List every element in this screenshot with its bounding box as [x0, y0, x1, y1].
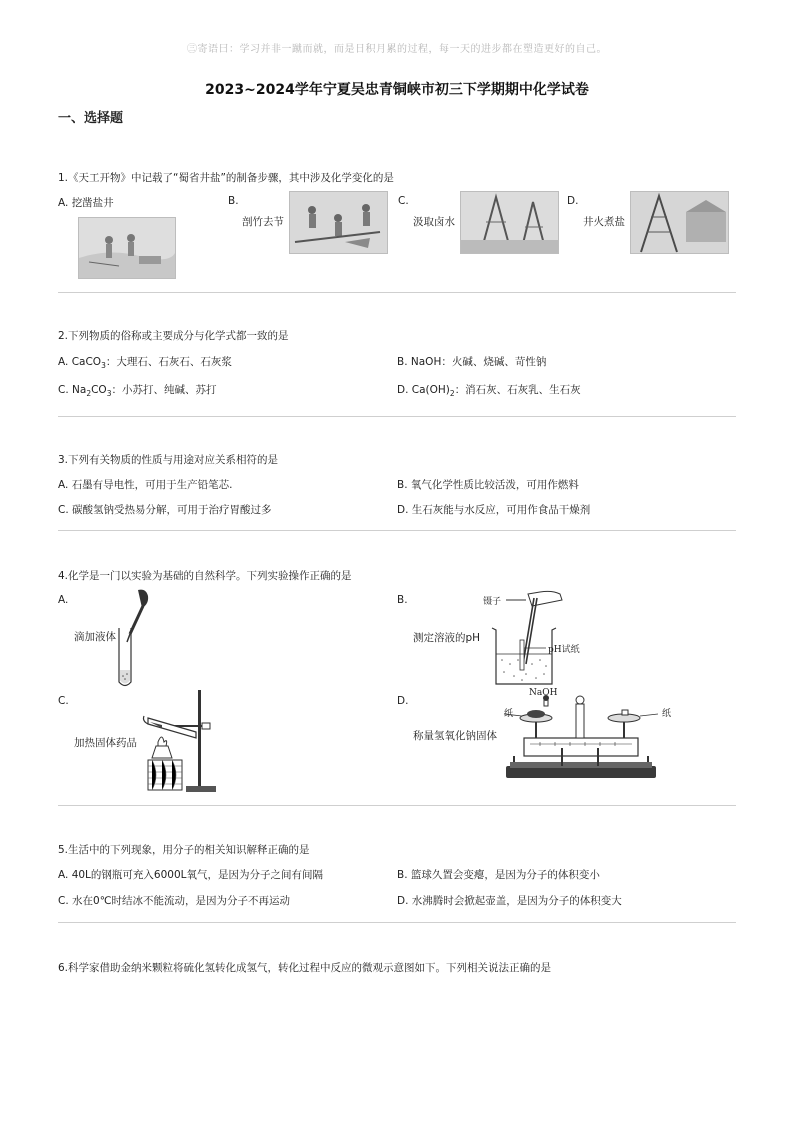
- naoh-label: NaOH: [529, 688, 558, 698]
- ph-paper-label: pH试纸: [548, 645, 580, 655]
- balance-figure: [500, 690, 665, 789]
- q1-option-d-text: 井火煮盐: [583, 216, 625, 228]
- heating-apparatus-figure: [140, 688, 220, 800]
- paper-right-label: 纸: [662, 709, 672, 719]
- option-letter: D.: [397, 384, 409, 396]
- q2-option-a[interactable]: [58, 354, 232, 370]
- q1-option-c-text: 汲取卤水: [413, 216, 455, 228]
- page-title: 2023~2024学年宁夏吴忠青铜峡市初三下学期期中化学试卷: [205, 82, 589, 98]
- q2-option-b[interactable]: [397, 354, 546, 369]
- option-text: ：消石灰、石灰乳、生石灰: [454, 384, 581, 396]
- question-2-stem: 2.下列物质的俗称或主要成分与化学式都一致的是: [58, 330, 289, 342]
- option-letter: B.: [397, 479, 408, 491]
- q4-option-a-text: 滴加液体: [74, 631, 116, 643]
- q1-option-a[interactable]: [58, 195, 114, 210]
- option-text: 碳酸氢钠受热易分解，可用于治疗胃酸过多: [72, 504, 272, 516]
- option-letter: C.: [58, 384, 69, 396]
- option-text: 挖凿盐井: [71, 197, 114, 209]
- option-letter: D.: [397, 504, 409, 516]
- question-6-stem: 6.科学家借助金纳米颗粒将硫化氢转化成氢气，转化过程中反应的微观示意图如下。下列相关说法正确的是: [58, 962, 552, 974]
- q4-option-d-text: 称量氢氧化钠固体: [413, 730, 497, 742]
- option-letter: C.: [58, 504, 69, 516]
- option-letter: A.: [58, 356, 69, 368]
- separator: [58, 292, 736, 293]
- q1-b-illustration: [289, 191, 388, 254]
- option-letter: A.: [58, 197, 69, 209]
- option-text: 篮球久置会变瘪，是因为分子的体积变小: [410, 869, 600, 881]
- separator: [58, 416, 736, 417]
- q5-option-d[interactable]: [397, 893, 622, 908]
- q1-d-illustration: [630, 191, 729, 254]
- option-formula: CaCO: [71, 356, 102, 368]
- formula-subscript-2: 3: [106, 389, 112, 399]
- option-letter: A.: [58, 479, 69, 491]
- option-text: 石墨有导电性，可用于生产铅笔芯.: [71, 479, 233, 491]
- section-heading: 一、选择题: [58, 111, 124, 126]
- option-letter: D.: [397, 895, 409, 907]
- q3-option-c[interactable]: [58, 502, 272, 517]
- question-4-stem: 4.化学是一门以实验为基础的自然科学。下列实验操作正确的是: [58, 570, 352, 582]
- tweezers-label: 镊子: [483, 597, 502, 607]
- option-text: 水沸腾时会掀起壶盖，是因为分子的体积变大: [411, 895, 622, 907]
- q1-a-illustration: [78, 217, 176, 279]
- q4-option-b-letter[interactable]: B.: [397, 594, 408, 606]
- option-text: ：大理石、石灰石、石灰浆: [105, 356, 232, 368]
- option-text: 水在0℃时结冰不能流动，是因为分子不再运动: [72, 895, 290, 907]
- dropper-test-tube-figure: [110, 588, 160, 694]
- q1-option-b-letter[interactable]: B.: [228, 195, 239, 207]
- question-5-stem: 5.生活中的下列现象，用分子的相关知识解释正确的是: [58, 844, 310, 856]
- q3-option-d[interactable]: [397, 502, 590, 517]
- q1-option-b-text: 剖竹去节: [242, 216, 284, 228]
- option-letter: C.: [58, 895, 69, 907]
- q5-option-b[interactable]: [397, 867, 600, 882]
- q1-c-illustration: [460, 191, 559, 254]
- q4-option-a-letter[interactable]: A.: [58, 594, 69, 606]
- separator: [58, 530, 736, 531]
- paper-left-label: 纸: [504, 709, 514, 719]
- separator: [58, 922, 736, 923]
- option-formula: NaOH: [410, 356, 442, 368]
- formula-subscript: 2: [86, 389, 92, 399]
- q3-option-a[interactable]: [58, 477, 233, 492]
- q5-option-a[interactable]: [58, 867, 323, 882]
- option-formula: Na: [72, 384, 87, 396]
- q4-option-d-letter[interactable]: D.: [397, 695, 409, 707]
- q2-option-c[interactable]: [58, 382, 216, 398]
- option-letter: B.: [397, 869, 408, 881]
- option-formula: Ca(OH): [411, 384, 450, 396]
- q4-option-c-letter[interactable]: C.: [58, 695, 69, 707]
- q1-option-c-letter[interactable]: C.: [398, 195, 409, 207]
- q4-option-c-text: 加热固体药品: [74, 737, 137, 749]
- option-text: ：火碱、烧碱、苛性钠: [441, 356, 547, 368]
- question-3-stem: 3.下列有关物质的性质与用途对应关系相符的是: [58, 454, 279, 466]
- q5-option-c[interactable]: [58, 893, 290, 908]
- page-motto: ㊂寄语曰：学习并非一蹴而就，而是日积月累的过程，每一天的进步都在塑造更好的自己。: [187, 44, 607, 55]
- q2-option-d[interactable]: [397, 382, 581, 398]
- option-text: ：小苏打、纯碱、苏打: [111, 384, 217, 396]
- q1-option-d-letter[interactable]: D.: [567, 195, 579, 207]
- separator: [58, 805, 736, 806]
- question-1-stem: 1.《天工开物》中记载了“蜀省井盐”的制备步骤，其中涉及化学变化的是: [58, 172, 394, 184]
- option-letter: B.: [397, 356, 408, 368]
- q3-option-b[interactable]: [397, 477, 579, 492]
- formula-subscript: 2: [449, 389, 455, 399]
- q4-option-b-text: 测定溶液的pH: [413, 632, 481, 644]
- option-text: 40L的钢瓶可充入6000L氧气，是因为分子之间有间隔: [71, 869, 323, 881]
- option-letter: A.: [58, 869, 69, 881]
- option-formula-2: CO: [91, 384, 107, 396]
- option-text: 氧气化学性质比较活泼，可用作燃料: [410, 479, 579, 491]
- option-text: 生石灰能与水反应，可用作食品干燥剂: [411, 504, 591, 516]
- formula-subscript: 3: [101, 361, 106, 371]
